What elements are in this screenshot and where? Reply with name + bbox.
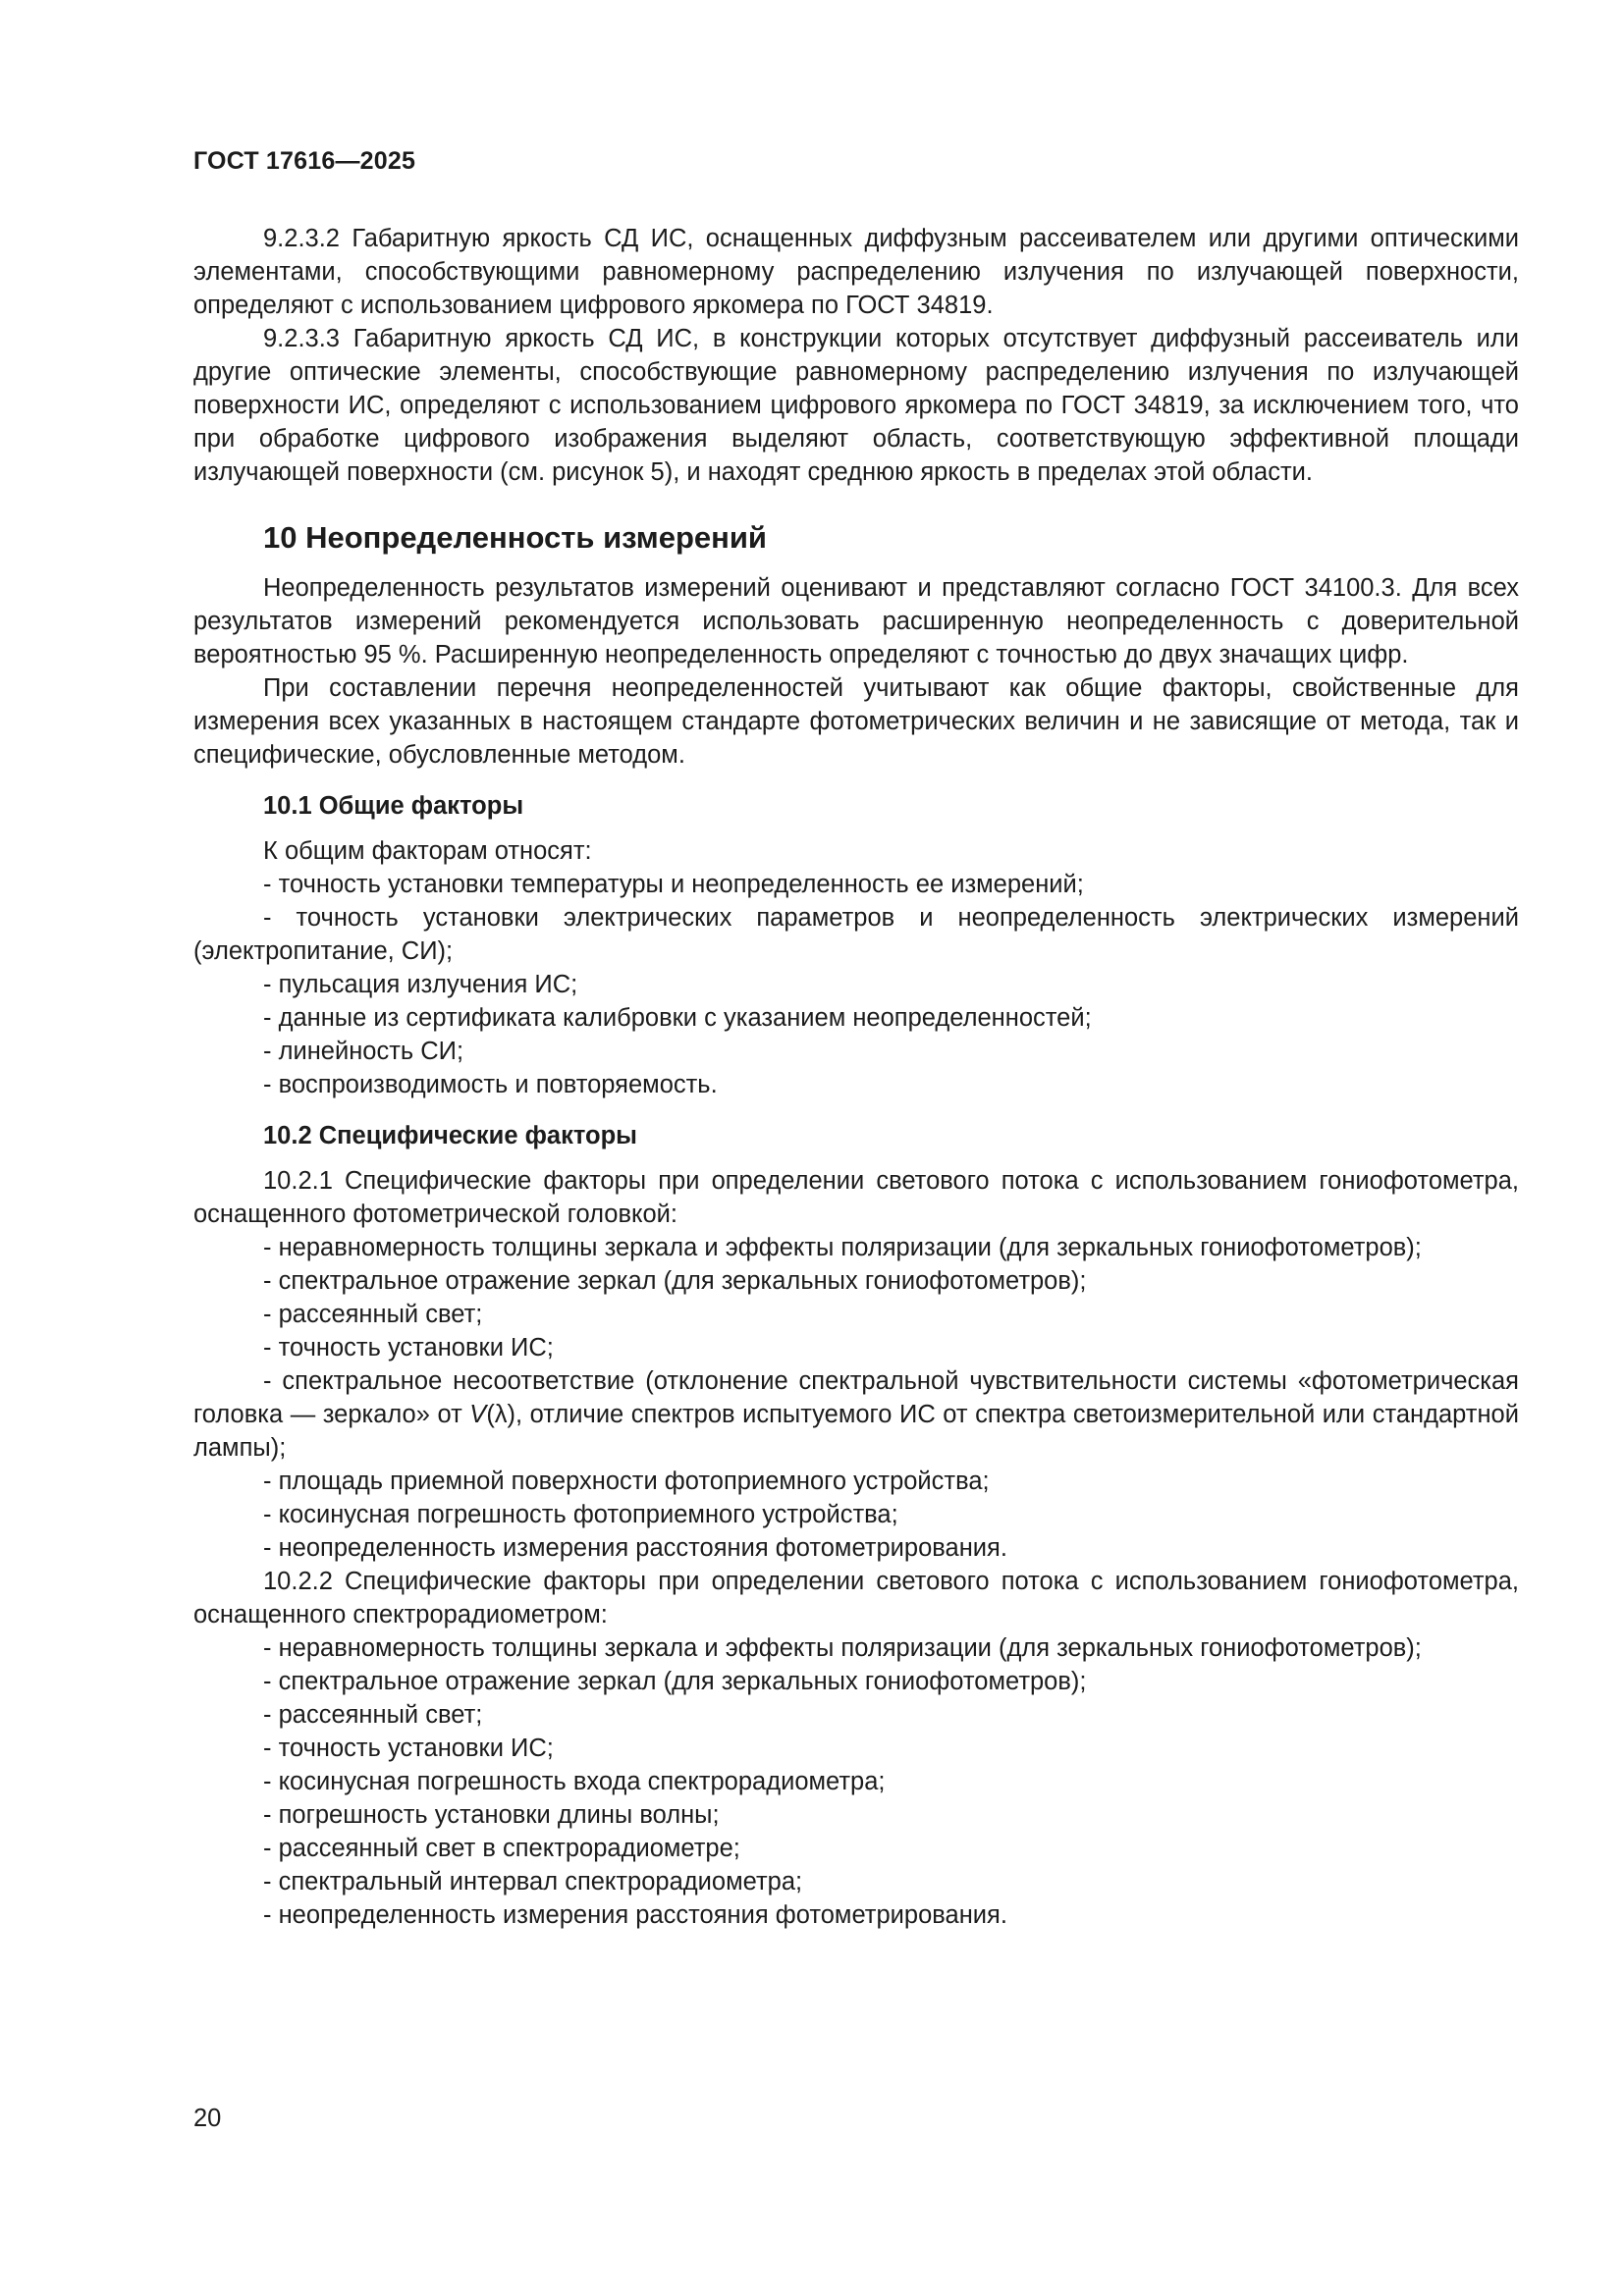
list-item: - пульсация излучения ИС;: [263, 971, 578, 998]
page-number: 20: [193, 2105, 222, 2132]
list-item: - линейность СИ;: [263, 1038, 464, 1065]
list-item: - косинусная погрешность фотоприемного устройства;: [263, 1501, 898, 1528]
section-10-1-title: 10.1 Общие факторы: [263, 792, 524, 820]
page-content: [193, 222, 1519, 1932]
list-item: - рассеянный свет;: [263, 1301, 483, 1328]
paragraph-10-2-2-intro: 10.2.2 Специфические факторы при определении светового потока с использованием гониофотометра, оснащенного спектрорадиометром:: [193, 1568, 1519, 1629]
spectral-mismatch-text-b: (λ), отличие спектров испытуемого ИС от спектра светоизмерительной или стандартной лампы);: [193, 1401, 1519, 1462]
list-item: - погрешность установки длины волны;: [263, 1801, 720, 1829]
list-item: - рассеянный свет в спектрорадиометре;: [263, 1835, 740, 1862]
spectral-mismatch-text-a: - спектральное несоответствие (отклонение спектральной чувствительности системы «фотометрическая головка — зеркало» от: [193, 1367, 1519, 1428]
paragraph-9-2-3-3: 9.2.3.3 Габаритную яркость СД ИС, в конструкции которых отсутствует диффузный рассеиватель или другие оптические элементы, способствующие равномерному распределению излучения по излучающей поверхности ИС, определяют с использованием цифрового яркомера по ГОСТ 34819, за исключением того, что при обработке цифрового изображения выделяют область, соответствующую эффективной площади излучающей поверхности (см. рисунок 5), и находят среднюю яркость в пределах этой области.: [193, 325, 1519, 486]
list-item: - неопределенность измерения расстояния фотометрирования.: [263, 1901, 1007, 1929]
paragraph-10-2-1-intro: 10.2.1 Специфические факторы при определении светового потока с использованием гониофотометра, оснащенного фотометрической головкой:: [193, 1167, 1519, 1228]
list-item: - неравномерность толщины зеркала и эффекты поляризации (для зеркальных гониофотометров);: [263, 1234, 1422, 1261]
list-item: - точность установки ИС;: [263, 1735, 554, 1762]
section-10-paragraph-2: При составлении перечня неопределенностей учитывают как общие факторы, свойственные для измерения всех указанных в настоящем стандарте фотометрических величин и не зависящие от метода, так и специфические, обусловленные методом.: [193, 674, 1519, 769]
list-item: - точность установки температуры и неопределенность ее измерений;: [263, 871, 1084, 898]
paragraph-9-2-3-2: 9.2.3.2 Габаритную яркость СД ИС, оснащенных диффузным рассеивателем или другими оптическими элементами, способствующими равномерному распределению излучения по излучающей поверхности, определяют с использованием цифрового яркомера по ГОСТ 34819.: [193, 225, 1519, 319]
list-item: - спектральное отражение зеркал (для зеркальных гониофотометров);: [263, 1668, 1087, 1695]
list-item: - воспроизводимость и повторяемость.: [263, 1071, 718, 1098]
list-item: - неопределенность измерения расстояния фотометрирования.: [263, 1534, 1007, 1562]
document-code-header: ГОСТ 17616—2025: [193, 147, 416, 175]
list-item: - данные из сертификата калибровки с указанием неопределенностей;: [263, 1004, 1092, 1032]
section-10-paragraph-1: Неопределенность результатов измерений оценивают и представляют согласно ГОСТ 34100.3. Для всех результатов измерений рекомендуется использовать расширенную неопределенность с доверительной вероятностью 95 %. Расширенную неопределенность определяют с точностью до двух значащих цифр.: [193, 574, 1519, 668]
list-item: - спектральное отражение зеркал (для зеркальных гониофотометров);: [263, 1267, 1087, 1295]
list-item: - спектральный интервал спектрорадиометра;: [263, 1868, 803, 1896]
list-item: - рассеянный свет;: [263, 1701, 483, 1729]
list-item: - площадь приемной поверхности фотоприемного устройства;: [263, 1468, 990, 1495]
section-10-1-intro: К общим факторам относят:: [263, 837, 592, 865]
spectral-mismatch-v-symbol: V: [469, 1401, 487, 1428]
list-item-spectral-mismatch: [193, 1364, 1519, 1465]
list-item: - точность установки электрических параметров и неопределенность электрических измерений (электропитание, СИ);: [193, 904, 1519, 965]
list-item: - неравномерность толщины зеркала и эффекты поляризации (для зеркальных гониофотометров);: [263, 1634, 1422, 1662]
section-10-2-title: 10.2 Специфические факторы: [263, 1122, 637, 1149]
section-10-title: 10 Неопределенность измерений: [263, 520, 767, 555]
list-item: - точность установки ИС;: [263, 1334, 554, 1362]
list-item: - косинусная погрешность входа спектрорадиометра;: [263, 1768, 886, 1795]
